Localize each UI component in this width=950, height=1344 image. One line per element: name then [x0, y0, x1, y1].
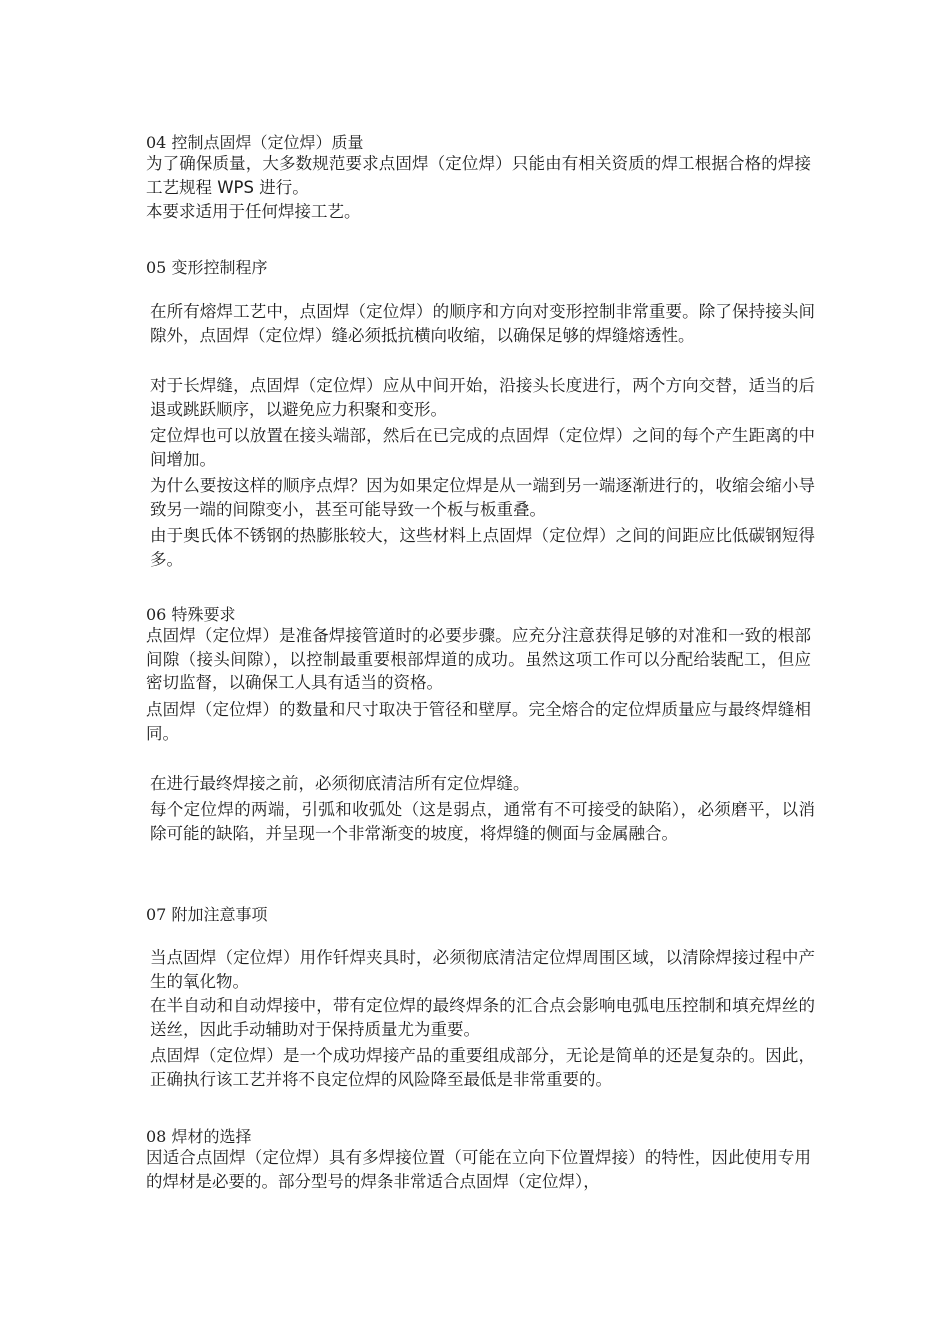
paragraph: 定位焊也可以放置在接头端部，然后在已完成的点固焊（定位焊）之间的每个产生距离的中间增加。: [150, 426, 815, 469]
paragraph: 由于奥氏体不锈钢的热膨胀较大，这些材料上点固焊（定位焊）之间的间距应比低碳钢短得多。: [150, 526, 815, 569]
paragraph: 每个定位焊的两端，引弧和收弧处（这是弱点，通常有不可接受的缺陷），必须磨平，以消除可能的缺陷，并呈现一个非常渐变的坡度，将焊缝的侧面与金属融合。: [150, 800, 815, 843]
section-heading-04: 04 控制点固焊（定位焊）质量: [146, 133, 364, 152]
section-heading-08: 08 焊材的选择: [146, 1127, 252, 1146]
paragraph: 为什么要按这样的顺序点焊？因为如果定位焊是从一端到另一端逐渐进行的，收缩会缩小导致另一端的间隙变小，甚至可能导致一个板与板重叠。: [150, 476, 815, 519]
paragraph: 点固焊（定位焊）是准备焊接管道时的必要步骤。应充分注意获得足够的对准和一致的根部间隙（接头间隙），以控制最重要根部焊道的成功。虽然这项工作可以分配给装配工，但应密切监督，以确保工人具有适当的资格。: [146, 626, 811, 692]
paragraph: 对于长焊缝，点固焊（定位焊）应从中间开始，沿接头长度进行，两个方向交替，适当的后退或跳跃顺序，以避免应力积聚和变形。: [150, 376, 815, 419]
paragraph: 因适合点固焊（定位焊）具有多焊接位置（可能在立向下位置焊接）的特性，因此使用专用的焊材是必要的。部分型号的焊条非常适合点固焊（定位焊），: [146, 1148, 811, 1191]
paragraph: 点固焊（定位焊）的数量和尺寸取决于管径和壁厚。完全熔合的定位焊质量应与最终焊缝相同。: [146, 700, 811, 743]
paragraph: 在所有熔焊工艺中，点固焊（定位焊）的顺序和方向对变形控制非常重要。除了保持接头间隙外，点固焊（定位焊）缝必须抵抗横向收缩，以确保足够的焊缝熔透性。: [150, 302, 815, 345]
paragraph: 为了确保质量，大多数规范要求点固焊（定位焊）只能由有相关资质的焊工根据合格的焊接工艺规程 WPS 进行。: [146, 154, 811, 197]
paragraph: 在进行最终焊接之前，必须彻底清洁所有定位焊缝。: [150, 774, 530, 793]
paragraph: 在半自动和自动焊接中，带有定位焊的最终焊条的汇合点会影响电弧电压控制和填充焊丝的送丝，因此手动辅助对于保持质量尤为重要。: [150, 996, 815, 1039]
section-heading-06: 06 特殊要求: [146, 605, 236, 624]
section-heading-05: 05 变形控制程序: [146, 258, 268, 277]
section-heading-07: 07 附加注意事项: [146, 905, 268, 924]
paragraph: 点固焊（定位焊）是一个成功焊接产品的重要组成部分，无论是简单的还是复杂的。因此，正确执行该工艺并将不良定位焊的风险降至最低是非常重要的。: [150, 1046, 815, 1089]
paragraph: 本要求适用于任何焊接工艺。: [146, 202, 361, 221]
paragraph: 当点固焊（定位焊）用作钎焊夹具时，必须彻底清洁定位焊周围区域，以清除焊接过程中产生的氧化物。: [150, 948, 815, 991]
